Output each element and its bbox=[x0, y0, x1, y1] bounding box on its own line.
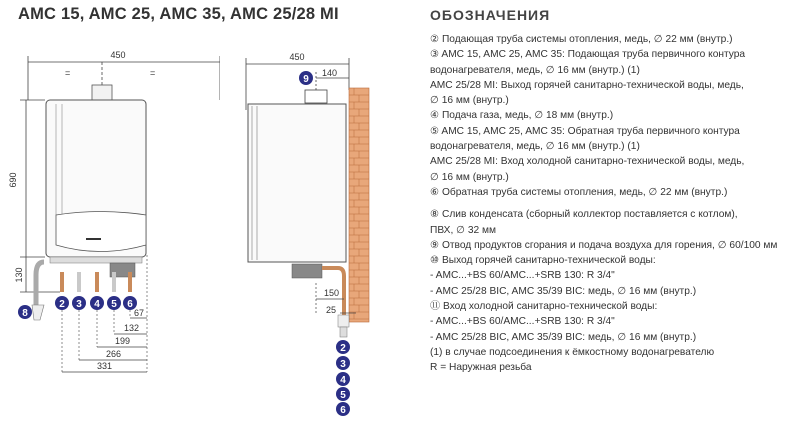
legend-line: (1) в случае подсоединения к ёмкостному водонагревателю bbox=[430, 346, 715, 358]
legend-line: - AMC...+BS 60/AMC...+SRB 130: R 3/4" bbox=[430, 270, 615, 282]
page-title: AMC 15, AMC 25, AMC 35, AMC 25/28 MI bbox=[18, 5, 339, 23]
legend-line: водонагревателя, медь, ∅ 16 мм (внутр.) (1) bbox=[430, 64, 640, 76]
badge-2: 2 bbox=[59, 299, 65, 310]
dim-67: 67 bbox=[134, 308, 145, 318]
legend-line: - AMC 25/28 BIC, AMC 35/39 BIC: медь, ∅ 16 мм (внутр.) bbox=[430, 331, 697, 343]
legend-line: водонагревателя, медь, ∅ 16 мм (внутр.) (1) bbox=[430, 141, 640, 153]
legend-line: ④ Подача газа, медь, ∅ 18 мм (внутр.) bbox=[430, 110, 614, 122]
side-width-label: 450 bbox=[289, 52, 305, 62]
badge-6: 6 bbox=[340, 405, 346, 416]
legend-line: ⑧ Слив конденсата (сборный коллектор поставляется с котлом), bbox=[430, 209, 738, 221]
badge-3: 3 bbox=[76, 299, 82, 310]
legend-line: AMC 25/28 MI: Выход горячей санитарно-технической воды, медь, bbox=[430, 79, 744, 91]
legend-line: ⑤ AMC 15, AMC 25, AMC 35: Обратная труба первичного контура bbox=[430, 125, 740, 137]
legend-line: R = Наружная резьба bbox=[430, 362, 532, 374]
badge-3: 3 bbox=[340, 359, 346, 370]
legend-line: ∅ 16 мм (внутр.) bbox=[430, 171, 509, 183]
flue-offset-label: 140 bbox=[322, 68, 338, 78]
side-connection-badges bbox=[336, 340, 350, 416]
legend-line: ② Подающая труба системы отопления, медь, ∅ 22 мм (внутр.) bbox=[430, 34, 733, 45]
bottom-offset-label: 130 bbox=[14, 267, 24, 283]
badge-8: 8 bbox=[22, 308, 28, 319]
brick-wall bbox=[349, 88, 369, 322]
legend-line: AMC 25/28 MI: Вход холодной санитарно-технической воды, медь, bbox=[430, 156, 745, 168]
legend-line: ∅ 16 мм (внутр.) bbox=[430, 95, 509, 107]
boiler-side bbox=[248, 90, 349, 337]
legend-line: ⑨ Отвод продуктов сгорания и подача воздуха для горения, ∅ 60/100 мм bbox=[430, 239, 778, 251]
badge-4: 4 bbox=[94, 299, 100, 310]
legend-line: - AMC...+BS 60/AMC...+SRB 130: R 3/4" bbox=[430, 316, 615, 328]
equal-right: = bbox=[150, 68, 156, 78]
dim-132: 132 bbox=[124, 323, 140, 333]
height-label: 690 bbox=[8, 172, 18, 188]
legend-list bbox=[430, 32, 800, 376]
wall-gap-label: 25 bbox=[326, 305, 337, 315]
dim-266: 266 bbox=[106, 349, 122, 359]
badge-4: 4 bbox=[340, 375, 346, 386]
badge-5: 5 bbox=[340, 390, 346, 401]
badge-2: 2 bbox=[340, 343, 346, 354]
pipe-offset-label: 150 bbox=[324, 288, 340, 298]
legend-line: ③ AMC 15, AMC 25, AMC 35: Подающая труба первичного контура bbox=[430, 49, 746, 61]
legend-line: ПВХ, ∅ 32 мм bbox=[430, 224, 496, 236]
legend-line: ⑩ Выход горячей санитарно-технической воды: bbox=[430, 255, 656, 267]
width-label: 450 bbox=[110, 50, 126, 60]
badge-5: 5 bbox=[111, 299, 117, 310]
badge-9: 9 bbox=[303, 74, 309, 85]
legend-heading: ОБОЗНАЧЕНИЯ bbox=[430, 7, 551, 23]
dim-331: 331 bbox=[97, 361, 113, 371]
badge-6: 6 bbox=[127, 299, 133, 310]
legend-line: ⑪ Вход холодной санитарно-технической воды: bbox=[430, 301, 658, 313]
legend-line: - AMC 25/28 BIC, AMC 35/39 BIC: медь, ∅ 16 мм (внутр.) bbox=[430, 285, 697, 297]
dim-199: 199 bbox=[115, 336, 131, 346]
equal-left: = bbox=[65, 68, 71, 78]
legend-line: ⑥ Обратная труба системы отопления, медь, ∅ 22 мм (внутр.) bbox=[430, 186, 728, 198]
